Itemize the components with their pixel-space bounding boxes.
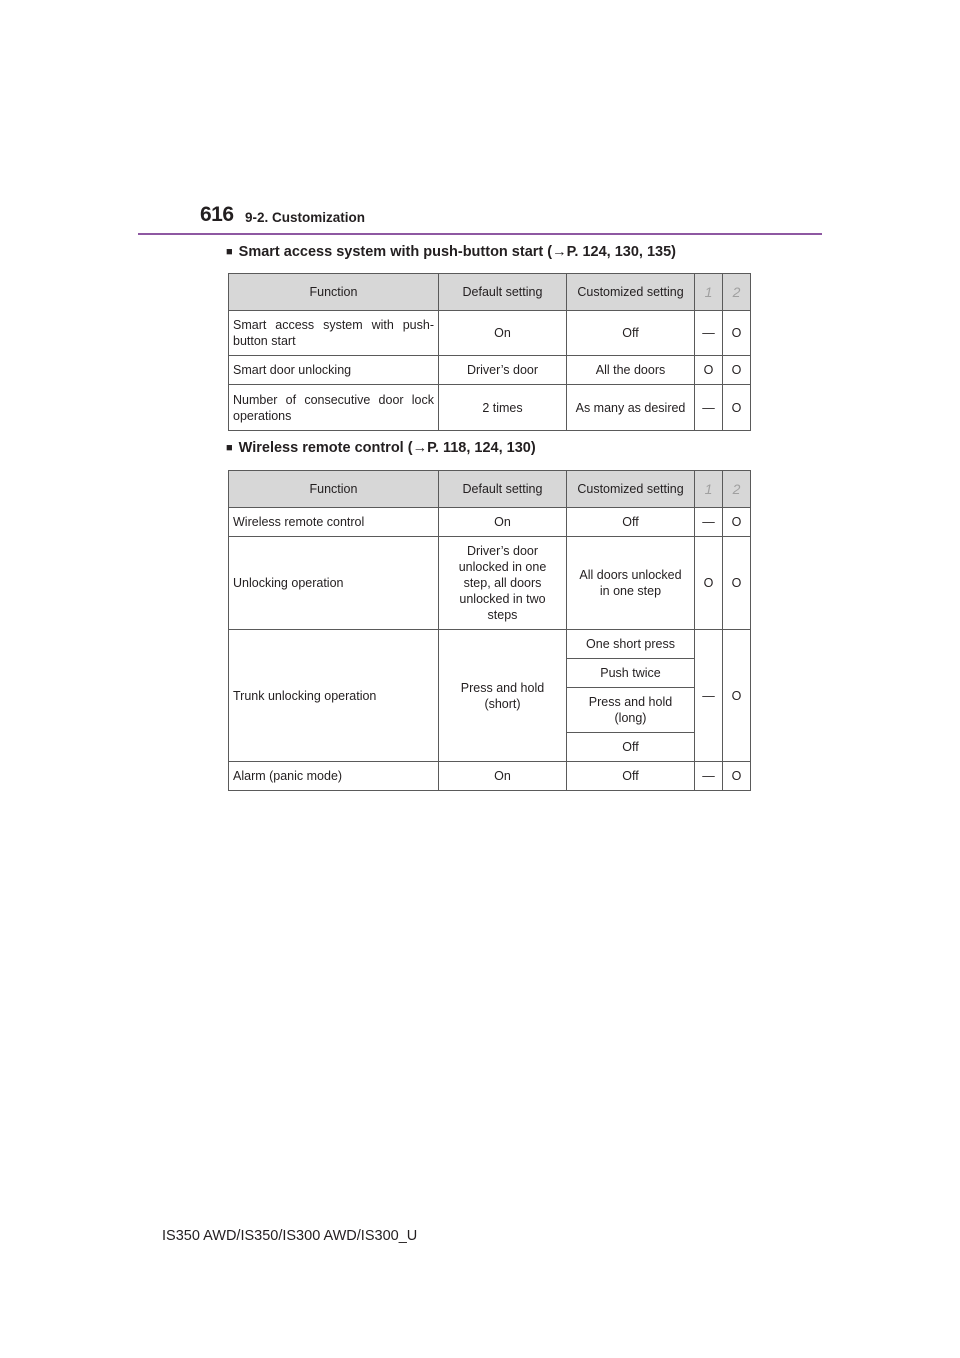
column-header-default: Default setting — [439, 274, 567, 311]
page-number: 616 — [200, 203, 234, 226]
table-row — [229, 537, 751, 630]
method-2-cell: O — [723, 762, 751, 791]
column-header-method-1 — [695, 471, 723, 508]
function-cell: Wireless remote control — [229, 508, 439, 537]
smart-access-settings-table — [228, 273, 751, 431]
method-1-icon: 1 — [704, 283, 713, 300]
column-header-method-2 — [723, 274, 751, 311]
method-2-cell: O — [723, 385, 751, 431]
function-cell: Trunk unlocking operation — [229, 630, 439, 762]
customized-option-cell: Push twice — [567, 659, 695, 688]
page-reference-link[interactable]: P. 118, 124, 130) — [427, 440, 536, 456]
table-row — [229, 762, 751, 791]
table-row — [229, 630, 751, 659]
table-row — [229, 311, 751, 356]
customized-cell: Off — [567, 311, 695, 356]
method-1-cell: — — [695, 508, 723, 537]
method-2-icon: 2 — [732, 283, 741, 300]
default-cell: Driver’s door unlocked in one step, all doors unlocked in two steps — [439, 537, 567, 630]
method-1-cell: — — [695, 385, 723, 431]
table-row — [229, 356, 751, 385]
square-bullet-icon: ■ — [226, 442, 233, 454]
section-title: Smart access system with push-button start ( — [238, 244, 553, 260]
function-cell: Unlocking operation — [229, 537, 439, 630]
column-header-method-1 — [695, 274, 723, 311]
function-cell: Smart door unlocking — [229, 356, 439, 385]
default-cell: Driver’s door — [439, 356, 567, 385]
customized-cell: All doors unlocked in one step — [567, 537, 695, 630]
method-1-cell: — — [695, 311, 723, 356]
method-1-cell: O — [695, 356, 723, 385]
footer-model-label: IS350 AWD/IS350/IS300 AWD/IS300_U — [162, 1228, 418, 1244]
table-header-row — [229, 471, 751, 508]
default-cell: On — [439, 762, 567, 791]
default-cell: 2 times — [439, 385, 567, 431]
method-1-cell: — — [695, 630, 723, 762]
table-row — [229, 508, 751, 537]
customized-cell: Off — [567, 508, 695, 537]
wireless-remote-settings-table — [228, 470, 751, 791]
table-header-row — [229, 274, 751, 311]
method-2-cell: O — [723, 356, 751, 385]
customized-cell: Off — [567, 762, 695, 791]
section-title: Wireless remote control ( — [238, 440, 413, 456]
square-bullet-icon: ■ — [226, 246, 233, 258]
method-1-icon: 1 — [704, 480, 713, 497]
chapter-label: 9-2. Customization — [245, 210, 366, 225]
customized-option-cell: Press and hold (long) — [567, 688, 695, 733]
column-header-function: Function — [229, 471, 439, 508]
method-1-cell: O — [695, 537, 723, 630]
table-row — [229, 385, 751, 431]
method-2-icon: 2 — [732, 480, 741, 497]
customized-cell: As many as desired — [567, 385, 695, 431]
column-header-method-2 — [723, 471, 751, 508]
method-2-cell: O — [723, 508, 751, 537]
customized-option-cell: One short press — [567, 630, 695, 659]
method-2-cell: O — [723, 311, 751, 356]
page-reference-link[interactable]: P. 124, 130, 135) — [566, 244, 676, 260]
customized-option-cell: Off — [567, 733, 695, 762]
section-heading-smart-access — [226, 244, 676, 260]
column-header-customized: Customized setting — [567, 274, 695, 311]
section-heading-wireless-remote — [226, 440, 536, 456]
default-cell: On — [439, 311, 567, 356]
column-header-function: Function — [229, 274, 439, 311]
column-header-customized: Customized setting — [567, 471, 695, 508]
function-cell: Number of consecutive door lock operations — [229, 385, 439, 431]
method-2-cell: O — [723, 537, 751, 630]
column-header-default: Default setting — [439, 471, 567, 508]
function-cell: Alarm (panic mode) — [229, 762, 439, 791]
header-divider — [138, 233, 822, 235]
default-cell: On — [439, 508, 567, 537]
customized-cell: All the doors — [567, 356, 695, 385]
arrow-right-icon: → — [552, 244, 567, 260]
default-cell: Press and hold (short) — [439, 630, 567, 762]
method-2-cell: O — [723, 630, 751, 762]
method-1-cell: — — [695, 762, 723, 791]
function-cell: Smart access system with push-button start — [229, 311, 439, 356]
arrow-right-icon: → — [412, 440, 428, 456]
